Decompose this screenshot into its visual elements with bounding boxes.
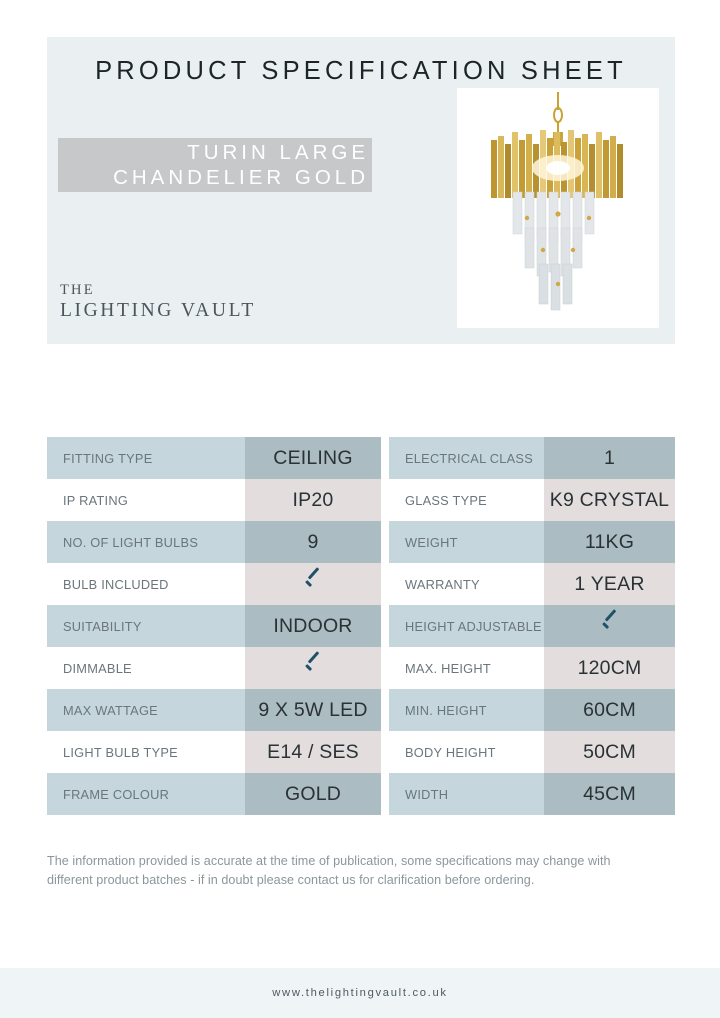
table-row xyxy=(47,689,381,731)
table-row xyxy=(47,773,381,815)
check-icon xyxy=(303,658,323,678)
spec-value: IP20 xyxy=(245,479,381,521)
footer-bar xyxy=(0,968,720,1018)
website-url[interactable]: www.thelightingvault.co.uk xyxy=(272,987,448,999)
spec-label: BODY HEIGHT xyxy=(389,731,544,773)
chandelier-illustration xyxy=(457,88,659,328)
spec-label: MAX WATTAGE xyxy=(47,689,245,731)
table-row xyxy=(47,563,381,605)
spec-value: 9 xyxy=(245,521,381,563)
page-title: PRODUCT SPECIFICATION SHEET xyxy=(95,57,627,85)
spec-value: 9 X 5W LED xyxy=(245,689,381,731)
header-panel xyxy=(47,37,675,344)
table-row xyxy=(47,647,381,689)
brand-logo-name: LIGHTING VAULT xyxy=(60,300,256,321)
spec-label: SUITABILITY xyxy=(47,605,245,647)
brand-logo-the: THE xyxy=(60,282,95,298)
product-name-band xyxy=(58,138,372,192)
spec-label: HEIGHT ADJUSTABLE xyxy=(389,605,544,647)
product-name-line-2: CHANDELIER GOLD xyxy=(113,166,369,189)
spec-label: ELECTRICAL CLASS xyxy=(389,437,544,479)
brand-logo xyxy=(60,282,256,322)
table-row xyxy=(389,479,675,521)
spec-label: WIDTH xyxy=(389,773,544,815)
product-image xyxy=(457,88,659,328)
spec-value xyxy=(544,605,675,647)
table-row xyxy=(47,437,381,479)
table-row xyxy=(389,689,675,731)
table-row xyxy=(47,479,381,521)
table-row xyxy=(389,773,675,815)
table-row xyxy=(389,563,675,605)
specification-tables xyxy=(47,437,675,815)
spec-value: E14 / SES xyxy=(245,731,381,773)
spec-label: FRAME COLOUR xyxy=(47,773,245,815)
table-row xyxy=(389,437,675,479)
spec-value: 1 YEAR xyxy=(544,563,675,605)
spec-value: 120CM xyxy=(544,647,675,689)
spec-label: DIMMABLE xyxy=(47,647,245,689)
spec-value xyxy=(245,647,381,689)
spec-value xyxy=(245,563,381,605)
spec-value: 60CM xyxy=(544,689,675,731)
spec-value: 50CM xyxy=(544,731,675,773)
table-row xyxy=(389,731,675,773)
spec-value: CEILING xyxy=(245,437,381,479)
spec-value: 45CM xyxy=(544,773,675,815)
spec-value: GOLD xyxy=(245,773,381,815)
spec-label: BULB INCLUDED xyxy=(47,563,245,605)
check-icon xyxy=(303,574,323,594)
spec-label: FITTING TYPE xyxy=(47,437,245,479)
product-name-line-1: TURIN LARGE xyxy=(187,141,369,164)
table-row xyxy=(389,605,675,647)
spec-label: MIN. HEIGHT xyxy=(389,689,544,731)
spec-value: INDOOR xyxy=(245,605,381,647)
spec-label: WARRANTY xyxy=(389,563,544,605)
table-row xyxy=(389,647,675,689)
spec-value: K9 CRYSTAL xyxy=(544,479,675,521)
table-row xyxy=(389,521,675,563)
spec-table-right xyxy=(389,437,675,815)
check-icon xyxy=(600,616,620,636)
spec-table-left xyxy=(47,437,381,815)
spec-label: IP RATING xyxy=(47,479,245,521)
disclaimer-text: The information provided is accurate at the time of publication, some specifications may change with different product batches - if in doubt please contact us for clarification before ordering. xyxy=(47,854,611,887)
spec-label: LIGHT BULB TYPE xyxy=(47,731,245,773)
spec-value: 1 xyxy=(544,437,675,479)
spec-label: GLASS TYPE xyxy=(389,479,544,521)
table-row xyxy=(47,731,381,773)
spec-value: 11KG xyxy=(544,521,675,563)
table-row xyxy=(47,605,381,647)
spec-label: MAX. HEIGHT xyxy=(389,647,544,689)
spec-label: WEIGHT xyxy=(389,521,544,563)
spec-label: NO. OF LIGHT BULBS xyxy=(47,521,245,563)
table-row xyxy=(47,521,381,563)
